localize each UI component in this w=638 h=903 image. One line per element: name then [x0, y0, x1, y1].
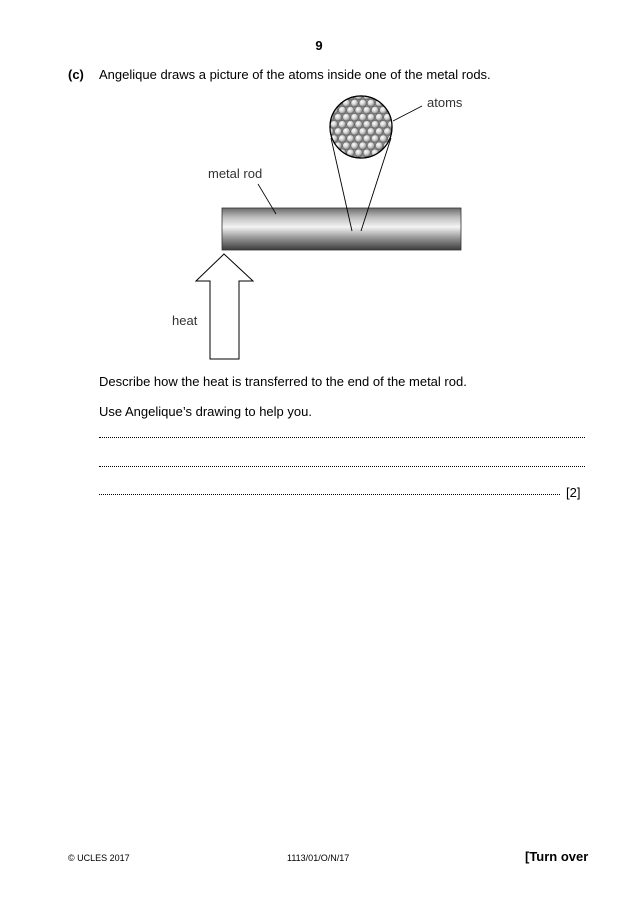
atom — [347, 135, 355, 143]
atom — [359, 99, 367, 107]
footer-code: 1113/01/O/N/17 — [287, 853, 350, 863]
metal-rod-label: metal rod — [208, 166, 263, 181]
turn-over-label: [Turn over — [525, 849, 589, 864]
atom — [367, 114, 375, 122]
answer-line-3[interactable] — [99, 494, 560, 495]
atom — [363, 106, 371, 114]
question-prompt: Describe how the heat is transferred to the end of the metal rod. — [99, 374, 467, 389]
atoms-label: atoms — [427, 95, 463, 110]
atom — [343, 114, 351, 122]
heat-arrow-icon — [196, 254, 253, 359]
atom — [355, 106, 363, 114]
atom — [363, 121, 371, 129]
atom — [375, 142, 383, 150]
atom — [343, 142, 351, 150]
atom — [339, 121, 347, 129]
question-label: (c) — [68, 67, 84, 82]
atom — [339, 106, 347, 114]
marks-label: [2] — [566, 485, 581, 500]
atom — [355, 149, 363, 157]
atom — [343, 128, 351, 136]
atom — [367, 128, 375, 136]
question-hint: Use Angelique’s drawing to help you. — [99, 404, 312, 419]
atom — [347, 121, 355, 129]
atom — [334, 128, 342, 136]
metal-rod — [222, 208, 461, 250]
atom — [355, 135, 363, 143]
footer-copyright: © UCLES 2017 — [68, 853, 130, 863]
atom — [359, 114, 367, 122]
atom — [363, 149, 371, 157]
atom — [351, 128, 359, 136]
atom — [380, 135, 388, 143]
metal-rod-diagram — [0, 0, 638, 380]
atom — [384, 128, 392, 136]
atom — [367, 142, 375, 150]
atom — [359, 128, 367, 136]
atom — [351, 142, 359, 150]
heat-label: heat — [172, 313, 198, 328]
atom — [371, 121, 379, 129]
atom — [339, 135, 347, 143]
atom — [392, 128, 400, 136]
atom — [375, 114, 383, 122]
atom — [367, 99, 375, 107]
atom — [363, 135, 371, 143]
atom — [334, 114, 342, 122]
atom — [355, 121, 363, 129]
question-intro: Angelique draws a picture of the atoms inside one of the metal rods. — [99, 67, 491, 82]
atoms-leader-line — [393, 106, 422, 121]
atom — [380, 121, 388, 129]
atom — [371, 106, 379, 114]
atom — [347, 106, 355, 114]
atom — [380, 106, 388, 114]
atom — [351, 99, 359, 107]
atom — [359, 142, 367, 150]
atom — [375, 128, 383, 136]
atom — [330, 121, 338, 129]
page-number: 9 — [315, 38, 323, 53]
answer-line-2[interactable] — [99, 466, 585, 467]
atom — [371, 135, 379, 143]
atom — [343, 99, 351, 107]
answer-line-1[interactable] — [99, 437, 585, 438]
atom — [351, 114, 359, 122]
